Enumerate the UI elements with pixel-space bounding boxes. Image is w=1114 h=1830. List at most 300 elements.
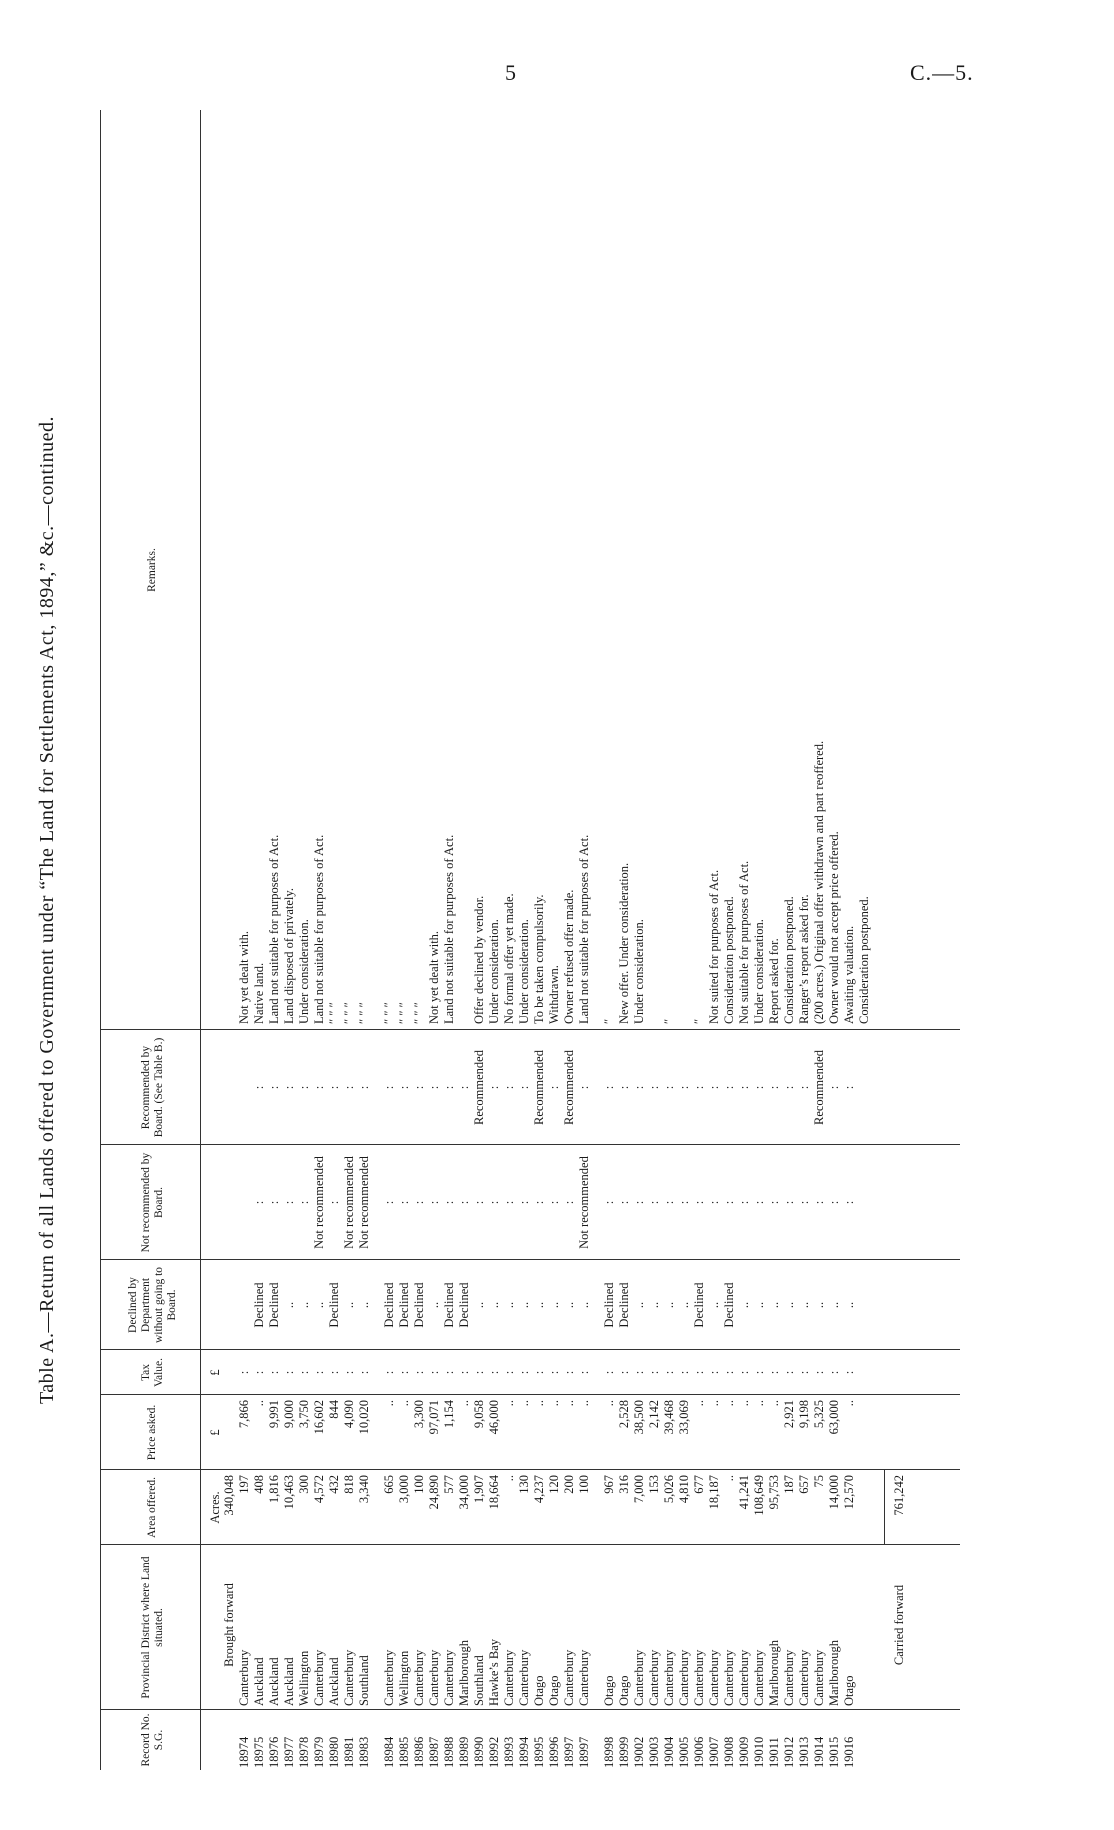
- cell-nr: :: [547, 1200, 561, 1205]
- header-price: Price asked.: [146, 1404, 158, 1461]
- table-title: Table A.—Return of all Lands offered to Government under “The Land for Settlements Act, 1894,” &c.—continued.: [36, 415, 58, 1405]
- header-record: Record No. S.G.: [139, 1713, 165, 1767]
- cell-price: ..: [577, 1400, 591, 1407]
- table-row: [327, 110, 342, 1770]
- table-row: [412, 110, 427, 1770]
- cell-remarks: Native land.: [252, 962, 266, 1024]
- cell-district: Hawke’s Bay: [487, 1639, 501, 1706]
- cell-no: 18990: [472, 1736, 486, 1768]
- cell-area: ..: [502, 1475, 516, 1482]
- cell-area: 677: [692, 1475, 706, 1494]
- cell-tax: :: [282, 1370, 296, 1375]
- cell-area: 3,000: [397, 1475, 411, 1504]
- cell-price: 16,602: [312, 1400, 326, 1435]
- cell-nr: :: [252, 1200, 266, 1205]
- cell-tax: :: [812, 1370, 826, 1375]
- cell-price: 1,154: [442, 1400, 456, 1429]
- cell-no: 18989: [457, 1736, 471, 1768]
- cell-price: ..: [517, 1400, 531, 1407]
- cell-district: Canterbury: [677, 1649, 691, 1706]
- table-row: [722, 110, 737, 1770]
- cell-district: Canterbury: [797, 1649, 811, 1706]
- cell-rec: :: [577, 1085, 591, 1090]
- cell-tax: :: [412, 1370, 426, 1375]
- cell-area: 4,572: [312, 1475, 326, 1504]
- cell-remarks: ″: [602, 1018, 616, 1024]
- cell-no: 19005: [677, 1736, 691, 1768]
- cell-area: 818: [342, 1475, 356, 1494]
- unit-area: Acres.: [208, 1491, 222, 1524]
- table-row: [282, 110, 297, 1770]
- cell-tax: :: [562, 1370, 576, 1375]
- table-row: [602, 110, 617, 1770]
- table-row: [782, 110, 797, 1770]
- table-row: [562, 110, 577, 1770]
- cell-nr: :: [662, 1200, 676, 1205]
- cell-tax: :: [442, 1370, 456, 1375]
- cell-nr: :: [602, 1200, 616, 1205]
- carried-forward-label: Carried forward: [892, 1584, 906, 1666]
- cell-no: 18999: [617, 1736, 631, 1768]
- cell-dec: ..: [532, 1301, 546, 1309]
- cell-district: Auckland: [282, 1657, 296, 1706]
- table-row: [842, 110, 857, 1770]
- cell-remarks: Consideration postponed.: [857, 896, 871, 1024]
- cell-nr: :: [752, 1200, 766, 1205]
- cell-remarks: Land not suitable for purposes of Act.: [267, 834, 281, 1024]
- table-row: [487, 110, 502, 1770]
- cell-area: 7,000: [632, 1475, 646, 1504]
- cell-price: 10,020: [357, 1400, 371, 1435]
- cell-price: ..: [752, 1400, 766, 1407]
- cell-nr: Not recommended: [357, 1156, 371, 1249]
- header-tax: Tax Value.: [139, 1357, 165, 1388]
- table-row: [737, 110, 752, 1770]
- cell-price: 844: [327, 1400, 341, 1419]
- cell-remarks: ″: [692, 1018, 706, 1024]
- cell-dec: Declined: [252, 1282, 266, 1328]
- cell-rec: :: [662, 1085, 676, 1090]
- table-row: [397, 110, 412, 1770]
- cell-tax: :: [382, 1370, 396, 1375]
- cell-district: Canterbury: [782, 1649, 796, 1706]
- cell-remarks: (200 acres.) Original offer withdrawn and part reoffered.: [812, 740, 826, 1024]
- page-code: C.—5.: [910, 60, 974, 85]
- header-district: Provincial District where Land situated.: [139, 1556, 165, 1699]
- cell-dec: Declined: [692, 1282, 706, 1328]
- cell-nr: :: [782, 1200, 796, 1205]
- cell-dec: ..: [502, 1301, 516, 1309]
- cell-tax: :: [487, 1370, 501, 1375]
- cell-dec: ..: [677, 1301, 691, 1309]
- table-row: [237, 110, 252, 1770]
- cell-tax: :: [312, 1370, 326, 1375]
- cell-rec: :: [842, 1085, 856, 1090]
- cell-rec: :: [267, 1085, 281, 1090]
- cell-nr: :: [562, 1200, 576, 1205]
- cell-dec: Declined: [267, 1282, 281, 1328]
- cell-dec: Declined: [457, 1282, 471, 1328]
- cell-tax: :: [577, 1370, 591, 1375]
- cell-district: Canterbury: [312, 1649, 326, 1706]
- cell-no: 18992: [487, 1736, 501, 1768]
- table-row: [692, 110, 707, 1770]
- cell-area: 200: [562, 1475, 576, 1494]
- cell-price: ..: [737, 1400, 751, 1407]
- cell-district: Canterbury: [632, 1649, 646, 1706]
- cell-tax: :: [532, 1370, 546, 1375]
- cell-area: 300: [297, 1475, 311, 1494]
- table-row: [267, 110, 282, 1770]
- table-row: [797, 110, 812, 1770]
- table-row: [662, 110, 677, 1770]
- cell-no: 19010: [752, 1736, 766, 1768]
- cell-dec: ..: [737, 1301, 751, 1309]
- cell-area: 100: [577, 1475, 591, 1494]
- cell-district: Canterbury: [237, 1649, 251, 1706]
- cell-price: ..: [842, 1400, 856, 1407]
- table-row: [312, 110, 327, 1770]
- cell-area: 187: [782, 1475, 796, 1494]
- cell-rec: :: [692, 1085, 706, 1090]
- cell-dec: ..: [842, 1301, 856, 1309]
- cell-rec: :: [782, 1085, 796, 1090]
- cell-no: 18988: [442, 1736, 456, 1768]
- units-row: [208, 110, 223, 1770]
- cell-dec: ..: [342, 1301, 356, 1309]
- total-rule: [884, 1470, 885, 1545]
- cell-area: 432: [327, 1475, 341, 1494]
- header-area: Area offered.: [146, 1476, 158, 1539]
- cell-tax: :: [327, 1370, 341, 1375]
- cell-remarks: ″ ″ ″: [412, 1002, 426, 1024]
- cell-dec: ..: [812, 1301, 826, 1309]
- cell-rec: :: [602, 1085, 616, 1090]
- cell-area: 41,241: [737, 1475, 751, 1510]
- cell-nr: :: [487, 1200, 501, 1205]
- cell-area: 24,890: [427, 1475, 441, 1510]
- cell-remarks: Land not suitable for purposes of Act.: [577, 834, 591, 1024]
- cell-area: 34,000: [457, 1475, 471, 1510]
- cell-price: ..: [382, 1400, 396, 1407]
- cell-remarks: ″ ″ ″: [342, 1002, 356, 1024]
- cell-nr: Not recommended: [342, 1156, 356, 1249]
- table-row: [767, 110, 782, 1770]
- cell-area: 18,664: [487, 1475, 501, 1510]
- cell-district: Otago: [617, 1675, 631, 1706]
- cell-rec: :: [357, 1085, 371, 1090]
- cell-district: Otago: [532, 1675, 546, 1706]
- cell-area: 3,340: [357, 1475, 371, 1504]
- cell-nr: :: [532, 1200, 546, 1205]
- cell-rec: :: [442, 1085, 456, 1090]
- cell-district: Canterbury: [382, 1649, 396, 1706]
- cell-price: 7,866: [237, 1400, 251, 1429]
- cell-tax: :: [267, 1370, 281, 1375]
- cell-rec: :: [827, 1085, 841, 1090]
- cell-remarks: Ranger’s report asked for.: [797, 894, 811, 1024]
- cell-dec: Declined: [602, 1282, 616, 1328]
- cell-dec: ..: [827, 1301, 841, 1309]
- cell-no: 18997: [577, 1736, 591, 1768]
- cell-dec: Declined: [397, 1282, 411, 1328]
- cell-price: ..: [707, 1400, 721, 1407]
- cell-remarks: Not suitable for purposes of Act.: [737, 860, 751, 1024]
- cell-no: 19016: [842, 1736, 856, 1768]
- cell-price: ..: [562, 1400, 576, 1407]
- cell-rec: :: [397, 1085, 411, 1090]
- table-top-rule: [100, 110, 101, 1770]
- cell-no: 18996: [547, 1736, 561, 1768]
- table-row: [252, 110, 267, 1770]
- cell-tax: :: [827, 1370, 841, 1375]
- cell-rec: :: [547, 1085, 561, 1090]
- cell-nr: :: [267, 1200, 281, 1205]
- cell-district: Otago: [547, 1675, 561, 1706]
- unit-tax: £: [208, 1369, 222, 1376]
- cell-price: 39,468: [662, 1400, 676, 1435]
- cell-no: 18997: [562, 1736, 576, 1768]
- cell-nr: Not recommended: [312, 1156, 326, 1249]
- table-row: [357, 110, 372, 1770]
- cell-district: Southland: [357, 1655, 371, 1706]
- cell-district: Otago: [602, 1675, 616, 1706]
- cell-dec: ..: [632, 1301, 646, 1309]
- cell-tax: :: [517, 1370, 531, 1375]
- cell-rec: Recommended: [562, 1050, 576, 1125]
- cell-price: ..: [532, 1400, 546, 1407]
- cell-tax: :: [737, 1370, 751, 1375]
- header-rule: [200, 110, 201, 1770]
- table-row: [617, 110, 632, 1770]
- cell-price: ..: [457, 1400, 471, 1407]
- cell-area: 577: [442, 1475, 456, 1494]
- table-row: [502, 110, 517, 1770]
- cell-tax: :: [502, 1370, 516, 1375]
- cell-price: 38,500: [632, 1400, 646, 1435]
- cell-district: Canterbury: [502, 1649, 516, 1706]
- carried-forward-area: 761,242: [892, 1475, 906, 1516]
- cell-dec: ..: [577, 1301, 591, 1309]
- cell-nr: :: [397, 1200, 411, 1205]
- cell-area: 5,026: [662, 1475, 676, 1504]
- header-declined: Declined by Department without going to Board.: [126, 1266, 178, 1344]
- cell-nr: :: [442, 1200, 456, 1205]
- cell-price: 33,069: [677, 1400, 691, 1435]
- cell-dec: ..: [647, 1301, 661, 1309]
- cell-rec: :: [632, 1085, 646, 1090]
- cell-rec: :: [327, 1085, 341, 1090]
- cell-area: 197: [237, 1475, 251, 1494]
- cell-district: Auckland: [267, 1657, 281, 1706]
- cell-remarks: No formal offer yet made.: [502, 893, 516, 1024]
- cell-district: Canterbury: [722, 1649, 736, 1706]
- cell-rec: :: [342, 1085, 356, 1090]
- cell-no: 18981: [342, 1736, 356, 1768]
- cell-district: Canterbury: [342, 1649, 356, 1706]
- cell-area: 153: [647, 1475, 661, 1494]
- cell-remarks: Land disposed of privately.: [282, 888, 296, 1024]
- cell-tax: :: [472, 1370, 486, 1375]
- cell-remarks: Owner refused offer made.: [562, 889, 576, 1024]
- cell-dec: ..: [752, 1301, 766, 1309]
- cell-no: 19012: [782, 1736, 796, 1768]
- cell-nr: Not recommended: [577, 1156, 591, 1249]
- cell-tax: :: [782, 1370, 796, 1375]
- cell-price: ..: [692, 1400, 706, 1407]
- cell-rec: Recommended: [532, 1050, 546, 1125]
- cell-no: 18994: [517, 1736, 531, 1768]
- cell-remarks: Report asked for.: [767, 938, 781, 1024]
- cell-no: 18983: [357, 1736, 371, 1768]
- cell-area: 18,187: [707, 1475, 721, 1510]
- cell-dec: ..: [797, 1301, 811, 1309]
- cell-remarks: Not yet dealt with.: [427, 930, 441, 1024]
- cell-area: 130: [517, 1475, 531, 1494]
- table-row: [427, 110, 442, 1770]
- cell-price: 46,000: [487, 1400, 501, 1435]
- cell-no: 18976: [267, 1736, 281, 1768]
- cell-no: 18974: [237, 1736, 251, 1768]
- cell-price: 4,090: [342, 1400, 356, 1429]
- cell-district: Auckland: [327, 1657, 341, 1706]
- cell-no: 18980: [327, 1736, 341, 1768]
- cell-area: 14,000: [827, 1475, 841, 1510]
- cell-remarks: Not yet dealt with.: [237, 930, 251, 1024]
- cell-rec: :: [282, 1085, 296, 1090]
- header-recommended: Recommended by Board. (See Table B.): [139, 1037, 165, 1138]
- table-row: [827, 110, 842, 1770]
- cell-area: 665: [382, 1475, 396, 1494]
- table-row: [707, 110, 722, 1770]
- cell-rec: :: [252, 1085, 266, 1090]
- cell-price: ..: [602, 1400, 616, 1407]
- cell-dec: ..: [517, 1301, 531, 1309]
- cell-district: Canterbury: [692, 1649, 706, 1706]
- cell-district: Otago: [842, 1675, 856, 1706]
- cell-tax: :: [752, 1370, 766, 1375]
- cell-no: 18975: [252, 1736, 266, 1768]
- cell-nr: :: [707, 1200, 721, 1205]
- cell-nr: :: [502, 1200, 516, 1205]
- cell-no: 18986: [412, 1736, 426, 1768]
- cell-tax: :: [797, 1370, 811, 1375]
- cell-district: Canterbury: [647, 1649, 661, 1706]
- cell-nr: :: [692, 1200, 706, 1205]
- cell-remarks: ″ ″ ″: [382, 1002, 396, 1024]
- cell-rec: :: [737, 1085, 751, 1090]
- cell-district: Canterbury: [442, 1649, 456, 1706]
- header-remarks: Remarks.: [146, 548, 158, 592]
- cell-nr: :: [647, 1200, 661, 1205]
- table-row: [752, 110, 767, 1770]
- carried-forward-row: [892, 110, 907, 1770]
- cell-district: Canterbury: [812, 1649, 826, 1706]
- cell-price: ..: [252, 1400, 266, 1407]
- cell-remarks: Withdrawn.: [547, 965, 561, 1024]
- cell-nr: :: [632, 1200, 646, 1205]
- cell-area: 657: [797, 1475, 811, 1494]
- cell-no: 18995: [532, 1736, 546, 1768]
- cell-district: Canterbury: [577, 1649, 591, 1706]
- cell-area: 95,753: [767, 1475, 781, 1510]
- cell-tax: :: [342, 1370, 356, 1375]
- header-not-recommended: Not recommended by Board.: [139, 1152, 165, 1253]
- cell-no: 18978: [297, 1736, 311, 1768]
- cell-area: 1,816: [267, 1475, 281, 1504]
- table-row: [577, 110, 592, 1770]
- cell-district: Marlborough: [767, 1640, 781, 1706]
- cell-district: Auckland: [252, 1657, 266, 1706]
- cell-district: Wellington: [297, 1650, 311, 1706]
- cell-area: 120: [547, 1475, 561, 1494]
- cell-remarks: Land not suitable for purposes of Act.: [312, 834, 326, 1024]
- unit-price: £: [208, 1429, 222, 1436]
- cell-rec: :: [297, 1085, 311, 1090]
- table-row: [457, 110, 472, 1770]
- cell-remarks: Under consideration.: [487, 919, 501, 1024]
- cell-price: 3,750: [297, 1400, 311, 1429]
- cell-price: 97,071: [427, 1400, 441, 1435]
- cell-rec: :: [797, 1085, 811, 1090]
- cell-remarks: ″: [662, 1018, 676, 1024]
- cell-tax: :: [547, 1370, 561, 1375]
- cell-price: 9,058: [472, 1400, 486, 1429]
- cell-dec: ..: [427, 1301, 441, 1309]
- cell-tax: :: [692, 1370, 706, 1375]
- cell-no: 19011: [767, 1737, 781, 1768]
- cell-area: 10,463: [282, 1475, 296, 1510]
- cell-tax: :: [707, 1370, 721, 1375]
- cell-district: Marlborough: [457, 1640, 471, 1706]
- cell-district: Canterbury: [737, 1649, 751, 1706]
- cell-district: Canterbury: [427, 1649, 441, 1706]
- cell-rec: :: [412, 1085, 426, 1090]
- cell-dec: ..: [782, 1301, 796, 1309]
- cell-district: Canterbury: [707, 1649, 721, 1706]
- cell-remarks: Under consideration.: [297, 919, 311, 1024]
- table-row: [677, 110, 692, 1770]
- table-row: [472, 110, 487, 1770]
- cell-rec: :: [517, 1085, 531, 1090]
- cell-rec: :: [487, 1085, 501, 1090]
- cell-remarks: ″ ″ ″: [397, 1002, 411, 1024]
- cell-tax: :: [647, 1370, 661, 1375]
- cell-price: ..: [502, 1400, 516, 1407]
- cell-tax: :: [662, 1370, 676, 1375]
- cell-dec: Declined: [617, 1282, 631, 1328]
- cell-district: Canterbury: [562, 1649, 576, 1706]
- cell-tax: :: [252, 1370, 266, 1375]
- cell-no: 19015: [827, 1736, 841, 1768]
- cell-dec: ..: [707, 1301, 721, 1309]
- cell-rec: Recommended: [812, 1050, 826, 1125]
- cell-dec: ..: [547, 1301, 561, 1309]
- cell-dec: Declined: [722, 1282, 736, 1328]
- cell-dec: ..: [767, 1301, 781, 1309]
- brought-forward-area: 340,048: [222, 1475, 236, 1516]
- cell-dec: ..: [312, 1301, 326, 1309]
- cell-tax: :: [842, 1370, 856, 1375]
- cell-dec: ..: [562, 1301, 576, 1309]
- cell-tax: :: [427, 1370, 441, 1375]
- cell-nr: :: [327, 1200, 341, 1205]
- table-row: [547, 110, 562, 1770]
- cell-price: 3,300: [412, 1400, 426, 1429]
- cell-tax: :: [617, 1370, 631, 1375]
- cell-no: 19002: [632, 1736, 646, 1768]
- cell-dec: ..: [282, 1301, 296, 1309]
